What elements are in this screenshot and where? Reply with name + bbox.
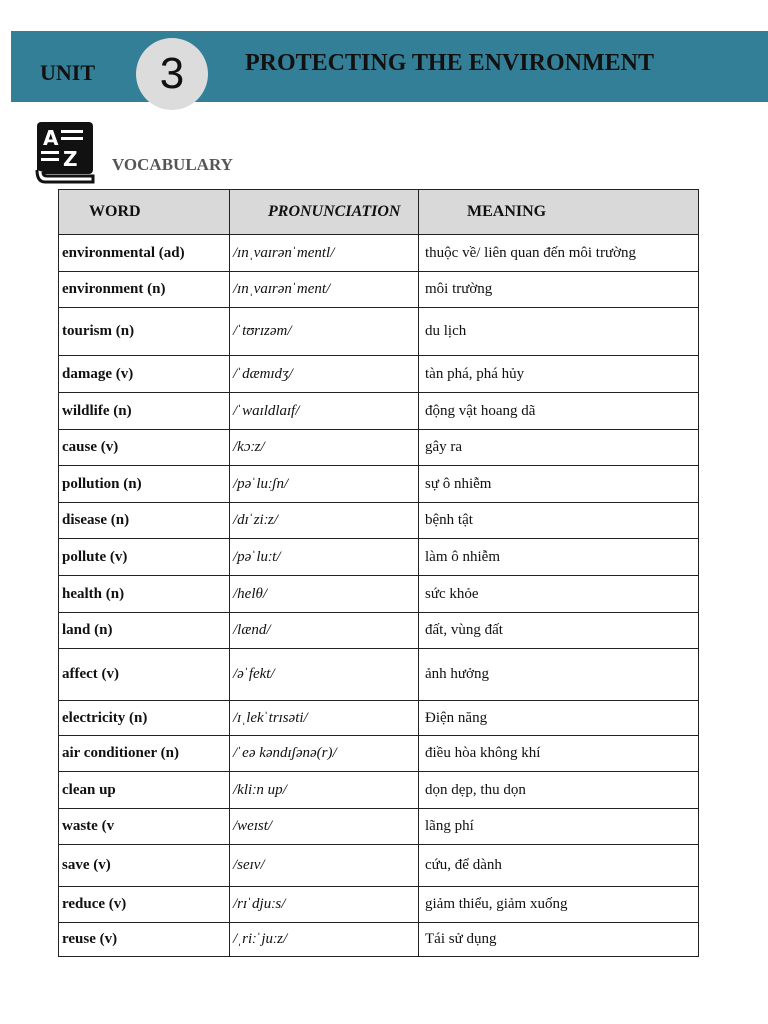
meaning-cell: điều hòa không khí — [419, 736, 699, 772]
table-row — [59, 235, 699, 272]
pronunciation-cell: /helθ/ — [230, 576, 419, 613]
meaning-cell: làm ô nhiễm — [419, 539, 699, 576]
table-row — [59, 613, 699, 649]
table-row — [59, 356, 699, 393]
word-cell: tourism (n) — [59, 308, 230, 356]
pronunciation-cell: /ˈdæmɪdʒ/ — [230, 356, 419, 393]
meaning-cell: cứu, để dành — [419, 845, 699, 887]
meaning-cell: sức khỏe — [419, 576, 699, 613]
az-dictionary-book-icon — [35, 120, 95, 186]
table-row — [59, 430, 699, 466]
pronunciation-cell: /weɪst/ — [230, 809, 419, 845]
word-cell: pollute (v) — [59, 539, 230, 576]
word-cell: waste (v — [59, 809, 230, 845]
table-row — [59, 466, 699, 503]
word-cell: environmental (ad) — [59, 235, 230, 272]
word-cell: reduce (v) — [59, 887, 230, 923]
meaning-cell: bệnh tật — [419, 503, 699, 539]
meaning-cell: thuộc về/ liên quan đến môi trường — [419, 235, 699, 272]
word-cell: save (v) — [59, 845, 230, 887]
svg-text:A: A — [43, 126, 59, 150]
pronunciation-cell: /seɪv/ — [230, 845, 419, 887]
pronunciation-cell: /ɪˌlekˈtrɪsəti/ — [230, 701, 419, 736]
meaning-cell: gây ra — [419, 430, 699, 466]
table-row — [59, 701, 699, 736]
word-cell: reuse (v) — [59, 923, 230, 957]
word-cell: pollution (n) — [59, 466, 230, 503]
table-row — [59, 393, 699, 430]
vocabulary-table — [58, 189, 699, 957]
pronunciation-cell: /ɪnˌvaɪrənˈment/ — [230, 272, 419, 308]
table-row — [59, 539, 699, 576]
word-cell: damage (v) — [59, 356, 230, 393]
unit-title: PROTECTING THE ENVIRONMENT — [245, 50, 654, 76]
meaning-cell: dọn dẹp, thu dọn — [419, 772, 699, 809]
word-cell: air conditioner (n) — [59, 736, 230, 772]
unit-label: UNIT — [40, 60, 96, 85]
meaning-cell: sự ô nhiễm — [419, 466, 699, 503]
table-row — [59, 576, 699, 613]
pronunciation-cell: /pəˈluːʃn/ — [230, 466, 419, 503]
pronunciation-cell: /ˈeə kəndɪʃənə(r)/ — [230, 736, 419, 772]
pronunciation-cell: /ˌriːˈjuːz/ — [230, 923, 419, 957]
word-cell: environment (n) — [59, 272, 230, 308]
meaning-cell: du lịch — [419, 308, 699, 356]
table-row — [59, 923, 699, 957]
word-cell: cause (v) — [59, 430, 230, 466]
meaning-cell: ảnh hưởng — [419, 649, 699, 701]
pronunciation-cell: /ɪnˌvaɪrənˈmentl/ — [230, 235, 419, 272]
pronunciation-cell: /dɪˈziːz/ — [230, 503, 419, 539]
svg-text:Z: Z — [63, 147, 78, 171]
pronunciation-cell: /əˈfekt/ — [230, 649, 419, 701]
unit-number-badge: 3 — [136, 38, 208, 110]
word-cell: electricity (n) — [59, 701, 230, 736]
word-cell: affect (v) — [59, 649, 230, 701]
pronunciation-cell: /ˈtʊrɪzəm/ — [230, 308, 419, 356]
word-cell: clean up — [59, 772, 230, 809]
vocabulary-heading: VOCABULARY — [112, 155, 233, 174]
meaning-cell: Tái sử dụng — [419, 923, 699, 957]
header-pronunciation: PRONUNCIATION — [230, 190, 419, 235]
word-cell: wildlife (n) — [59, 393, 230, 430]
meaning-cell: động vật hoang dã — [419, 393, 699, 430]
table-row — [59, 649, 699, 701]
pronunciation-cell: /rɪˈdjuːs/ — [230, 887, 419, 923]
table-header-row — [59, 190, 699, 235]
table-row — [59, 845, 699, 887]
table-row — [59, 308, 699, 356]
meaning-cell: giảm thiểu, giảm xuống — [419, 887, 699, 923]
pronunciation-cell: /lænd/ — [230, 613, 419, 649]
word-cell: health (n) — [59, 576, 230, 613]
header-word: WORD — [59, 190, 230, 235]
meaning-cell: môi trường — [419, 272, 699, 308]
word-cell: disease (n) — [59, 503, 230, 539]
table-row — [59, 272, 699, 308]
word-cell: land (n) — [59, 613, 230, 649]
pronunciation-cell: /kɔːz/ — [230, 430, 419, 466]
table-row — [59, 809, 699, 845]
table-row — [59, 887, 699, 923]
pronunciation-cell: /kliːn up/ — [230, 772, 419, 809]
meaning-cell: đất, vùng đất — [419, 613, 699, 649]
meaning-cell: Điện năng — [419, 701, 699, 736]
header-meaning: MEANING — [419, 190, 699, 235]
meaning-cell: tàn phá, phá hủy — [419, 356, 699, 393]
table-row — [59, 736, 699, 772]
table-row — [59, 503, 699, 539]
pronunciation-cell: /pəˈluːt/ — [230, 539, 419, 576]
meaning-cell: lãng phí — [419, 809, 699, 845]
table-row — [59, 772, 699, 809]
pronunciation-cell: /ˈwaɪldlaɪf/ — [230, 393, 419, 430]
